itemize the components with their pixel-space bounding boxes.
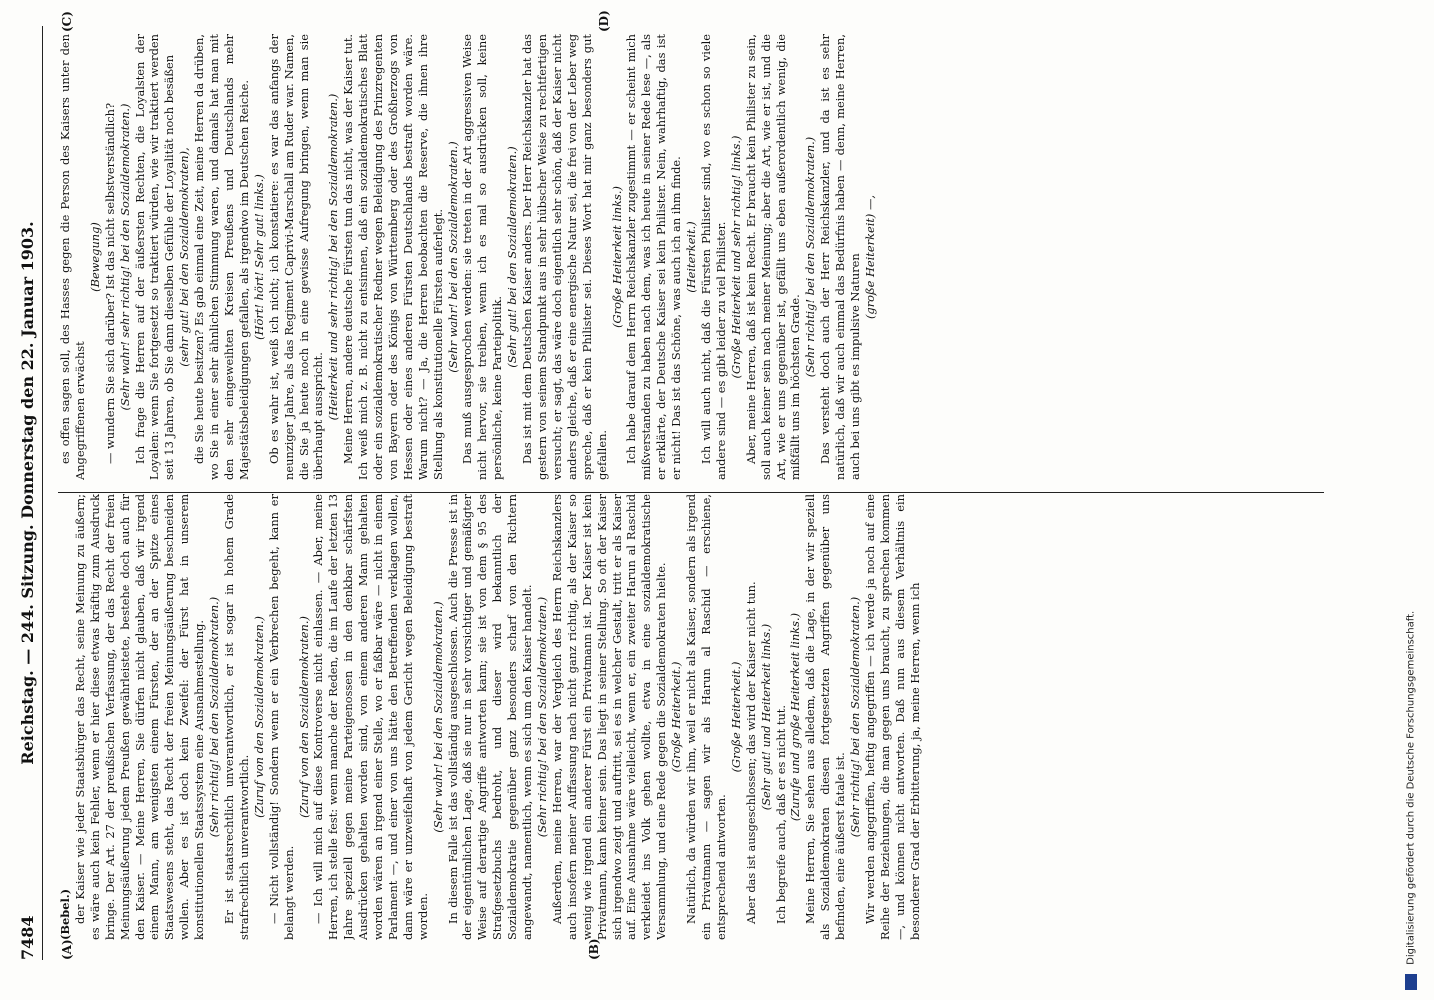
paragraph: Das ist mit dem Deutschen Kaiser anders. Der Herr Reichskanzler hat das gestern von seinem Standpunkt aus in sehr hübscher Weise zu rechtfertigen versucht; er sagt, das wäre doch eigentlich sehr schön, daß der Kaiser nicht anders gleiche, daß er eine energische Natur sei, die frei von der Leber weg spreche, daß er kein Philister sei. Dieses Wort hat mir ganz besonders gut gefallen. xyxy=(520,34,609,480)
interjection: (Sehr gut! bei den Sozialdemokraten.) xyxy=(505,146,520,368)
interjection: (Große Heiterkeit links.) xyxy=(609,186,624,328)
interjection: (Heiterkeit.) xyxy=(684,221,699,293)
paragraph: Ich frage die Herren auf der äußersten Rechten, die Loyalsten der Loyalen: wenn Sie fortgesetzt so traktiert würden, wie wir traktiert werden seit 13 Jahren, ob Sie dann dieselben Gefühle der Loyalität noch besäßen xyxy=(132,34,177,480)
margin-label-d: (D) xyxy=(597,10,611,32)
interjection: (Hört! hört! Sehr gut! links.) xyxy=(251,174,266,340)
paragraph: Aber das ist ausgeschlossen; das wird der Kaiser nicht tun. xyxy=(743,581,758,924)
interjection: (Sehr wahr! bei den Sozialdemokraten.) xyxy=(430,601,445,833)
interjection: (Sehr gut! und Heiterkeit links.) xyxy=(758,623,773,811)
paragraph: Ich habe darauf dem Herrn Reichskanzler zugestimmt — er scheint mich mißverstanden zu haben nach dem, was ich heute in seiner Rede lese —, als er erklärte, der Deutsche Kaiser sei kein Philister. Nein, wahrhaftig, das ist er nicht! Das ist das Schöne, was auch ich an ihm finde. xyxy=(624,34,684,480)
paragraph: die Sie heute besitzen? Es gab einmal eine Zeit, meine Herren da drüben, wo Sie in einer sehr ähnlichen Stimmung waren, und damals hat man mit den sehr eingeweihten Kreisen Preußens und Deutschlands mehr Majestätsbeleidigungen gefallen, als irgendwo im Deutschen Reiche. xyxy=(192,34,251,480)
paragraph: Meine Herren, Sie sehen aus alledem, daß die Lage, in der wir speziell als Sozialdemokraten diesen fortgesetzten Angriffen gegenüber uns befinden, eine äußerst fatale ist. xyxy=(803,494,848,940)
page-number: 7484 xyxy=(18,915,37,960)
paragraph: Ich begreife auch, daß er es nicht tut. xyxy=(773,705,788,924)
paragraph: Wir werden angegriffen, heftig angegriffen — ich werde ja noch auf eine Reihe der Beziehungen, die man gegen uns braucht, zu sprechen kommen —, und können nicht antworten. Daß nun aus diesem Verhältnis ein besonderer Grad der Erbitterung, ja, meine Herren, wenn ich xyxy=(862,494,922,940)
funding-note: Digitalisierung gefördert durch die Deutsche Forschungsgemeinschaft. xyxy=(1405,610,1417,965)
interjection: (Große Heiterkeit und sehr richtig! links.) xyxy=(728,135,743,379)
margin-label-b: (B) xyxy=(587,938,601,960)
paragraph: Außerdem, meine Herren, war der Vergleich des Herrn Reichskanzlers auch insofern meiner Auffassung nach nicht ganz richtig, als der Kaiser so wenig wie irgend ein anderer Fürst ein Privatmann ist. Der Kaiser ist kein Privatmann, kann keiner sein. Das liegt in seiner Stellung. So oft der Kaiser sich irgendwo zeigt und auftritt, sei es in welcher Gestalt, tritt er als Kaiser auf. Eine Ausnahme wäre vielleicht, wenn er, ein zweiter Harun al Raschid verkleidet ins Volk gehen wollte, etwa in eine sozialdemokratische Versammlung, und eine Rede gegen die Sozialdemokraten hielte. xyxy=(549,494,669,940)
interjection: (große Heiterkeit) —, xyxy=(862,194,877,320)
dfg-logo xyxy=(1405,974,1417,990)
interjection: (Heiterkeit und sehr richtig! bei den Sozialdemokraten.) xyxy=(326,93,341,421)
right-column xyxy=(58,34,1329,480)
interjection: (Zuruf von den Sozialdemokraten.) xyxy=(251,616,266,818)
paragraph: — Nicht vollständig! Sondern wenn er ein Verbrechen begeht, kann er belangt werden. xyxy=(266,494,296,940)
interjection: (Große Heiterkeit.) xyxy=(728,661,743,773)
running-title: Reichstag. — 244. Sitzung. Donnerstag den 22. Januar 1903. xyxy=(18,221,37,765)
interjection: (Sehr richtig! bei den Sozialdemokraten.) xyxy=(803,136,818,378)
interjection: (Sehr richtig! bei den Sozialdemokraten.) xyxy=(207,596,222,838)
paragraph: — Ich will mich auf diese Kontroverse nicht einlassen. — Aber, meine Herren, ich stelle fest: wenn manche der Reden, die im Laufe der letzten 13 Jahre speziell gegen meine Parteigenossen in den denkbar schärfsten Ausdrücken gehalten worden sind, von einem anderen Mann gehalten worden wären an irgend einer Stelle, wo er faßbar wäre — nicht in einem Parlament —, und einer von uns hätte den Betreffenden verklagen wollen, dann wäre er unzweifelhaft von jedem Gericht wegen Beleidigung bestraft worden. xyxy=(311,494,430,940)
paragraph: es offen sagen soll, des Hasses gegen die Person des Kaisers unter den Angegriffenen erwächst xyxy=(58,34,87,480)
paragraph: Ich will auch nicht, daß die Fürsten Philister sind, wo es schon so viele andere sind — es gibt leider zu viel Philister. xyxy=(698,34,728,480)
paragraph: Das versteht doch auch der Herr Reichskanzler, und da ist es sehr natürlich, daß wir auch einmal das Bedürfnis haben — denn, meine Herren, auch bei uns gibt es impulsive Naturen xyxy=(818,34,863,480)
paragraph: Er ist staatsrechtlich unverantwortlich, er ist sogar in hohem Grade strafrechtlich unverantwortlich. xyxy=(221,494,251,940)
page-header xyxy=(16,26,43,960)
interjection: (Zuruf von den Sozialdemokraten.) xyxy=(296,616,311,818)
speaker-name: (Bebel.) xyxy=(58,888,72,940)
paragraph: In diesem Falle ist das vollständig ausgeschlossen. Auch die Presse ist in der eigentümlichen Lage, daß sie nur in sehr vorsichtiger und gemäßigter Weise auf derartige Angriffe antworten kann; sie ist von dem § 95 des Strafgesetzbuchs bedroht, und dieser wird bekanntlich der Sozialdemokratie gegenüber ganz besonders scharf von den Richtern angewandt, namentlich, wenn es sich um den Kaiser handelt. xyxy=(445,494,535,940)
interjection: (Sehr wahr! sehr richtig! bei den Sozialdemokraten.) xyxy=(117,103,132,411)
interjection: (Sehr wahr! bei den Sozialdemokraten.) xyxy=(445,141,460,373)
interjection: (Sehr richtig! bei den Sozialdemokraten.) xyxy=(848,596,863,838)
interjection: (Zurufe und große Heiterkeit links.) xyxy=(788,612,803,822)
paragraph: Das muß ausgesprochen werden: sie treten in der Art aggressiven Weise nicht hervor, sie treiben, wenn ich es mal so ausdrücken soll, keine persönliche, keine Parteipolitik. xyxy=(460,34,505,480)
paragraph: — wundern Sie sich darüber? Ist das nicht selbstverständlich? xyxy=(102,102,117,464)
paragraph: der Kaiser wie jeder Staatsbürger das Recht, seine Meinung zu äußern; es wäre auch kein Fehler, wenn er hier diese etwas kräftig zum Ausdruck bringe. Der Art. 27 der preußischen Verfassung, der das Recht der freien Meinungsäußerung jedem Preußen gewährleistete, bestehe doch auch für den Kaiser. — Meine Herren, Sie dürfen nicht glauben, daß wir irgend einem Mann, am wenigsten einem Fürsten, der an der Spitze eines Staatswesens steht, das Recht der freien Meinungsäußerung beschneiden wollen. Aber es ist doch kein Zweifel: der Fürst hat in unserem konstitutionellen Staatssystem eine Ausnahmestellung. xyxy=(72,494,207,940)
interjection: (sehr gut! bei den Sozialdemokraten), xyxy=(177,147,192,367)
interjection: (Sehr richtig! bei den Sozialdemokraten.) xyxy=(535,596,549,838)
page-footer xyxy=(1405,10,1425,990)
paragraph: Ob es wahr ist, weiß ich nicht; ich konstatiere: es war das anfangs der neunziger Jahre, als das Regiment Caprivi-Marschall am Ruder war. Namen, die Sie ja heute noch in eine gewisse Aufregung bringen, wenn man sie überhaupt ausspricht. xyxy=(266,34,326,480)
margin-label-c: (C) xyxy=(60,11,74,32)
margin-label-a: (A) xyxy=(60,939,74,960)
paragraph: Meine Herren, andere deutsche Fürsten tun das nicht, was der Kaiser tut. Ich weiß mich z. B. nicht zu entsinnen, daß ein sozialdemokratisches Blatt oder ein sozialdemokratischer Redner wegen Beleidigung des Prinzregenten von Bayern oder des Königs von Württemberg oder des Großherzogs von Hessen oder eines anderen Fürsten Deutschlands bestraft worden wäre. Warum nicht? — Ja, die Herren beobachten die Reserve, die ihnen ihre Stellung als konstitutionelle Fürsten auferlegt. xyxy=(341,34,445,480)
interjection: (Große Heiterkeit.) xyxy=(669,661,684,773)
column-divider xyxy=(58,492,1324,493)
left-column xyxy=(58,494,1329,940)
interjection: (Bewegung) xyxy=(87,222,102,292)
paragraph: Aber, meine Herren, daß ist kein Recht. Er braucht kein Philister zu sein, soll auch keiner sein nach meiner Meinung; aber die Art, wie er ist, und die Art, wie er uns gegenüber ist, gefällt uns eben außerordentlich wenig, die mißfällt uns im höchsten Grade. xyxy=(743,34,803,480)
paragraph: Natürlich, da würden wir ihm, weil er nicht als Kaiser, sondern als irgend ein Privatmann — sagen wir als Harun al Raschid — erschiene, entsprechend antworten. xyxy=(684,494,728,940)
